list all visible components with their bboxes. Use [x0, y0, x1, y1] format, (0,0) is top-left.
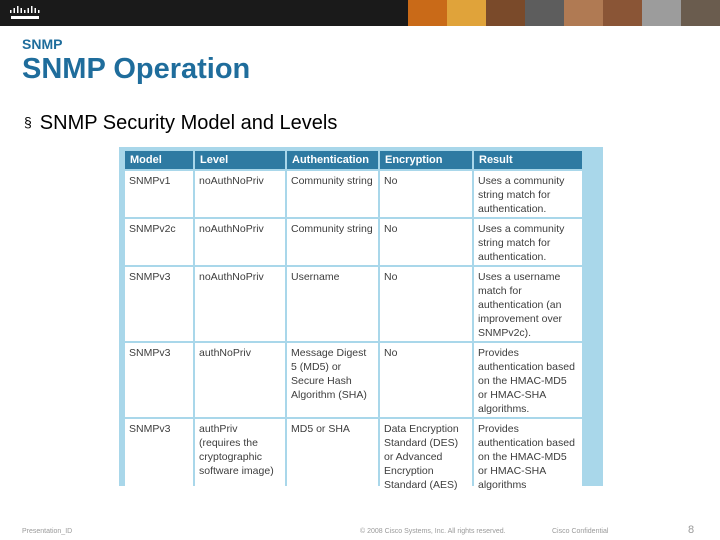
header-bar [0, 0, 720, 26]
page-number: 8 [688, 524, 695, 536]
table-cell: authPriv (requires the cryptographic software image) [195, 419, 285, 493]
table-row [125, 171, 582, 217]
column-header: Level [195, 151, 285, 169]
column-header: Model [125, 151, 193, 169]
bullet-text: SNMP Security Model and Levels [39, 112, 338, 134]
table-cell: Uses a community string match for authentication. [474, 171, 582, 217]
table-cell: No [380, 267, 472, 341]
table-cell: No [380, 171, 472, 217]
table-cell: SNMPv2c [125, 219, 193, 265]
table-header-row [125, 151, 582, 169]
table-cell: Provides authentication based on the HMAC-MD5 or HMAC-SHA algorithms. [474, 343, 582, 417]
security-table [119, 147, 603, 491]
table-cell: Uses a username match for authentication (an improvement over SNMPv2c). [474, 267, 582, 341]
section-label: SNMP [22, 36, 63, 52]
table-cell: Provides authentication based on the HMAC-MD5 or HMAC-SHA algorithms [474, 419, 582, 493]
table-cell: SNMPv1 [125, 171, 193, 217]
table-cell: Community string [287, 219, 378, 265]
table-row [125, 419, 582, 493]
presentation-id: Presentation_ID [22, 528, 73, 535]
cisco-logo [8, 5, 42, 22]
column-header: Encryption [380, 151, 472, 169]
column-header: Authentication [287, 151, 378, 169]
page-title: SNMP Operation [22, 53, 251, 85]
table-cell: No [380, 343, 472, 417]
table-cell: noAuthNoPriv [195, 219, 285, 265]
table-cell: SNMPv3 [125, 343, 193, 417]
table-cell: Data Encryption Standard (DES) or Advanced Encryption Standard (AES) [380, 419, 472, 493]
table-cell: noAuthNoPriv [195, 267, 285, 341]
table-cell: Message Digest 5 (MD5) or Secure Hash Algorithm (SHA) [287, 343, 378, 417]
bullet-item [24, 112, 337, 135]
copyright-text: © 2008 Cisco Systems, Inc. All rights reserved. [360, 528, 506, 535]
table-cell: noAuthNoPriv [195, 171, 285, 217]
table-cell: Username [287, 267, 378, 341]
header-photo-strip [408, 0, 720, 26]
table-row [125, 219, 582, 265]
table-cell: authNoPriv [195, 343, 285, 417]
bullet-square-icon: § [24, 114, 32, 130]
table-cell: SNMPv3 [125, 267, 193, 341]
table-row [125, 267, 582, 341]
table-cell: MD5 or SHA [287, 419, 378, 493]
table-cell: Uses a community string match for authentication. [474, 219, 582, 265]
table-row [125, 343, 582, 417]
confidential-label: Cisco Confidential [552, 528, 609, 535]
column-header: Result [474, 151, 582, 169]
table-cell: Community string [287, 171, 378, 217]
table-cell: No [380, 219, 472, 265]
table-cell: SNMPv3 [125, 419, 193, 493]
